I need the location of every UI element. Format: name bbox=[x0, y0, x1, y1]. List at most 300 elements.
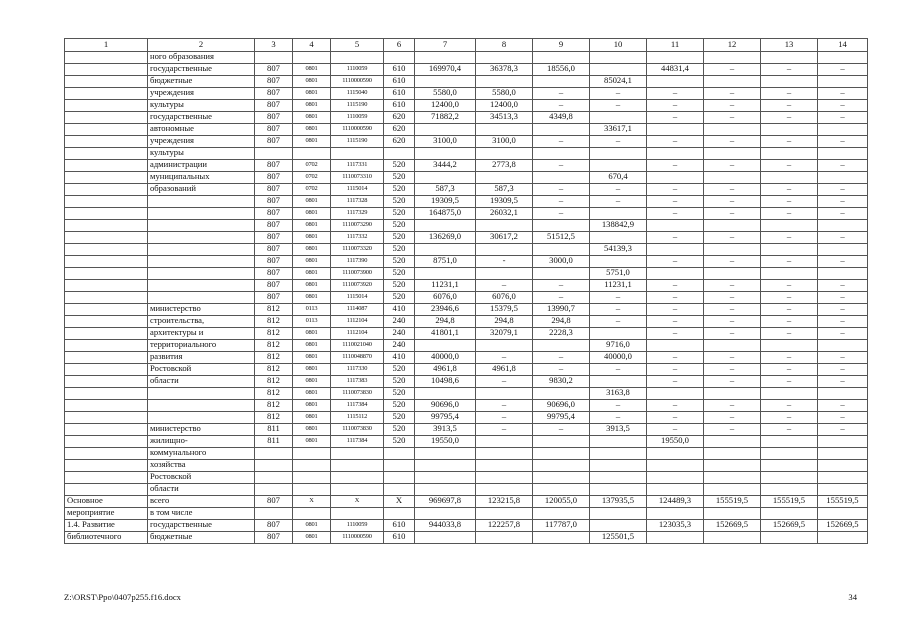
table-cell: 0801 bbox=[293, 280, 331, 292]
table-row bbox=[65, 244, 868, 256]
table-cell: 0702 bbox=[293, 172, 331, 184]
table-cell: – bbox=[704, 412, 761, 424]
table-cell: – bbox=[818, 112, 868, 124]
table-cell bbox=[818, 484, 868, 496]
table-cell: 1117331 bbox=[331, 160, 384, 172]
table-cell: – bbox=[590, 304, 647, 316]
table-cell bbox=[476, 484, 533, 496]
table-cell bbox=[255, 484, 293, 496]
table-cell bbox=[533, 148, 590, 160]
table-cell: 812 bbox=[255, 376, 293, 388]
table-cell bbox=[761, 508, 818, 520]
table-cell bbox=[384, 508, 415, 520]
table-cell: – bbox=[647, 160, 704, 172]
table-cell: – bbox=[704, 136, 761, 148]
table-cell bbox=[590, 376, 647, 388]
table-cell bbox=[647, 76, 704, 88]
column-header: 2 bbox=[148, 39, 255, 52]
table-cell: – bbox=[761, 316, 818, 328]
table-cell: 1115040 bbox=[331, 88, 384, 100]
table-cell: 6076,0 bbox=[476, 292, 533, 304]
table-cell: библиотечного bbox=[65, 532, 148, 544]
table-cell: – bbox=[818, 412, 868, 424]
table-cell: строительства, bbox=[148, 316, 255, 328]
table-cell: 0801 bbox=[293, 244, 331, 256]
table-cell bbox=[415, 52, 476, 64]
table-cell bbox=[818, 244, 868, 256]
table-cell: 520 bbox=[384, 160, 415, 172]
table-cell: – bbox=[590, 196, 647, 208]
table-row bbox=[65, 196, 868, 208]
table-cell: 10498,6 bbox=[415, 376, 476, 388]
table-cell: 0801 bbox=[293, 124, 331, 136]
table-cell: – bbox=[818, 292, 868, 304]
table-cell bbox=[533, 508, 590, 520]
table-cell: 3000,0 bbox=[533, 256, 590, 268]
table-cell bbox=[415, 460, 476, 472]
table-cell: 1115112 bbox=[331, 412, 384, 424]
table-cell bbox=[65, 172, 148, 184]
table-cell bbox=[761, 484, 818, 496]
table-cell bbox=[647, 124, 704, 136]
table-row bbox=[65, 316, 868, 328]
table-cell bbox=[818, 460, 868, 472]
table-cell bbox=[331, 460, 384, 472]
table-cell bbox=[65, 208, 148, 220]
table-cell: всего bbox=[148, 496, 255, 508]
table-cell: 807 bbox=[255, 208, 293, 220]
table-cell: 0801 bbox=[293, 76, 331, 88]
table-cell: 812 bbox=[255, 352, 293, 364]
table-cell: – bbox=[647, 280, 704, 292]
table-cell: 11231,1 bbox=[590, 280, 647, 292]
table-row bbox=[65, 304, 868, 316]
table-cell: 0801 bbox=[293, 112, 331, 124]
table-cell: 0113 bbox=[293, 304, 331, 316]
table-cell bbox=[704, 532, 761, 544]
table-cell: – bbox=[704, 292, 761, 304]
table-row bbox=[65, 472, 868, 484]
table-cell bbox=[533, 268, 590, 280]
table-cell: 812 bbox=[255, 316, 293, 328]
table-cell: 520 bbox=[384, 436, 415, 448]
table-cell: – bbox=[704, 328, 761, 340]
table-cell: 807 bbox=[255, 100, 293, 112]
table-cell bbox=[65, 88, 148, 100]
table-cell: 155519,5 bbox=[704, 496, 761, 508]
table-cell: Х bbox=[331, 496, 384, 508]
table-cell: 620 bbox=[384, 124, 415, 136]
table-cell bbox=[415, 340, 476, 352]
table-cell: – bbox=[590, 184, 647, 196]
table-cell: 812 bbox=[255, 412, 293, 424]
table-row bbox=[65, 124, 868, 136]
table-cell: бюджетные bbox=[148, 76, 255, 88]
table-row bbox=[65, 448, 868, 460]
table-row bbox=[65, 520, 868, 532]
table-cell bbox=[704, 436, 761, 448]
table-cell bbox=[476, 448, 533, 460]
table-cell bbox=[818, 220, 868, 232]
table-cell: 812 bbox=[255, 400, 293, 412]
table-cell bbox=[65, 388, 148, 400]
table-cell: 294,8 bbox=[415, 316, 476, 328]
table-cell: – bbox=[818, 256, 868, 268]
table-cell bbox=[65, 400, 148, 412]
table-cell: – bbox=[818, 184, 868, 196]
table-cell: – bbox=[761, 208, 818, 220]
table-cell: – bbox=[533, 184, 590, 196]
table-cell: 19309,5 bbox=[415, 196, 476, 208]
table-row bbox=[65, 532, 868, 544]
table-cell: 520 bbox=[384, 376, 415, 388]
table-cell: архитектуры и bbox=[148, 328, 255, 340]
column-header: 1 bbox=[65, 39, 148, 52]
table-cell bbox=[704, 76, 761, 88]
table-cell: 807 bbox=[255, 124, 293, 136]
table-cell: – bbox=[818, 88, 868, 100]
table-cell bbox=[65, 268, 148, 280]
table-cell: 240 bbox=[384, 340, 415, 352]
table-cell: 125501,5 bbox=[590, 532, 647, 544]
table-cell: – bbox=[647, 112, 704, 124]
table-cell: – bbox=[818, 352, 868, 364]
table-cell: культуры bbox=[148, 100, 255, 112]
table-cell bbox=[65, 376, 148, 388]
table-cell bbox=[590, 52, 647, 64]
table-cell bbox=[148, 388, 255, 400]
table-cell: 155519,5 bbox=[818, 496, 868, 508]
table-cell: – bbox=[818, 424, 868, 436]
table-row bbox=[65, 496, 868, 508]
table-cell: 1117390 bbox=[331, 256, 384, 268]
table-cell bbox=[761, 124, 818, 136]
table-cell: 0801 bbox=[293, 208, 331, 220]
table-cell bbox=[331, 484, 384, 496]
table-cell: 117787,0 bbox=[533, 520, 590, 532]
table-cell bbox=[647, 220, 704, 232]
table-cell bbox=[533, 220, 590, 232]
table-cell bbox=[647, 172, 704, 184]
table-cell bbox=[331, 472, 384, 484]
table-cell: 3163,8 bbox=[590, 388, 647, 400]
table-cell: – bbox=[647, 292, 704, 304]
table-row bbox=[65, 160, 868, 172]
table-cell: 520 bbox=[384, 184, 415, 196]
table-cell bbox=[331, 448, 384, 460]
table-cell bbox=[704, 460, 761, 472]
table-cell bbox=[533, 472, 590, 484]
table-cell: 0801 bbox=[293, 292, 331, 304]
table-cell: – bbox=[704, 352, 761, 364]
table-cell bbox=[476, 148, 533, 160]
table-cell bbox=[761, 472, 818, 484]
table-cell bbox=[65, 304, 148, 316]
table-row bbox=[65, 52, 868, 64]
table-cell: 138842,9 bbox=[590, 220, 647, 232]
table-cell bbox=[65, 148, 148, 160]
table-cell: 944033,8 bbox=[415, 520, 476, 532]
table-row bbox=[65, 484, 868, 496]
table-cell bbox=[476, 340, 533, 352]
table-cell: 807 bbox=[255, 160, 293, 172]
table-row bbox=[65, 376, 868, 388]
table-cell bbox=[148, 244, 255, 256]
column-header: 12 bbox=[704, 39, 761, 52]
table-cell: 120055,0 bbox=[533, 496, 590, 508]
table-cell: 1110073900 bbox=[331, 268, 384, 280]
table-cell: – bbox=[704, 400, 761, 412]
table-row bbox=[65, 208, 868, 220]
table-cell: 1117328 bbox=[331, 196, 384, 208]
table-cell: – bbox=[818, 64, 868, 76]
table-cell: 85024,1 bbox=[590, 76, 647, 88]
table-cell: – bbox=[761, 256, 818, 268]
table-cell: – bbox=[704, 364, 761, 376]
table-cell: 520 bbox=[384, 196, 415, 208]
table-cell: 520 bbox=[384, 244, 415, 256]
table-cell: – bbox=[704, 424, 761, 436]
table-cell: 1110059 bbox=[331, 112, 384, 124]
table-cell: 1115014 bbox=[331, 292, 384, 304]
table-cell: 4961,8 bbox=[476, 364, 533, 376]
table-cell: – bbox=[590, 88, 647, 100]
table-cell bbox=[761, 76, 818, 88]
table-cell bbox=[415, 484, 476, 496]
table-cell: 19550,0 bbox=[415, 436, 476, 448]
table-cell: 807 bbox=[255, 88, 293, 100]
table-cell: Основное bbox=[65, 496, 148, 508]
table-cell: – bbox=[761, 112, 818, 124]
column-header: 14 bbox=[818, 39, 868, 52]
table-cell: 3913,5 bbox=[415, 424, 476, 436]
table-cell: – bbox=[704, 184, 761, 196]
table-row bbox=[65, 292, 868, 304]
table-cell: – bbox=[704, 160, 761, 172]
table-cell: – bbox=[647, 400, 704, 412]
table-cell: 1110000590 bbox=[331, 532, 384, 544]
table-cell: 0702 bbox=[293, 160, 331, 172]
table-cell: 812 bbox=[255, 328, 293, 340]
table-cell bbox=[533, 460, 590, 472]
table-cell: 0801 bbox=[293, 88, 331, 100]
table-cell bbox=[255, 472, 293, 484]
table-cell: – bbox=[704, 88, 761, 100]
table-cell: – bbox=[590, 100, 647, 112]
table-cell: 0702 bbox=[293, 184, 331, 196]
table-cell: 520 bbox=[384, 208, 415, 220]
table-row bbox=[65, 412, 868, 424]
table-cell: – bbox=[647, 376, 704, 388]
table-cell: 1110073320 bbox=[331, 244, 384, 256]
table-cell: – bbox=[761, 328, 818, 340]
table-cell bbox=[761, 340, 818, 352]
table-cell bbox=[293, 508, 331, 520]
table-cell: 520 bbox=[384, 292, 415, 304]
table-cell bbox=[65, 340, 148, 352]
table-cell: 123035,3 bbox=[647, 520, 704, 532]
table-cell: – bbox=[704, 100, 761, 112]
table-cell: 33617,1 bbox=[590, 124, 647, 136]
table-cell: Ростовской bbox=[148, 472, 255, 484]
table-cell: – bbox=[533, 424, 590, 436]
table-cell: 807 bbox=[255, 220, 293, 232]
table-cell: 240 bbox=[384, 328, 415, 340]
table-cell bbox=[255, 448, 293, 460]
table-cell bbox=[647, 268, 704, 280]
table-cell: – bbox=[761, 424, 818, 436]
table-cell bbox=[148, 196, 255, 208]
table-cell: – bbox=[476, 280, 533, 292]
table-cell bbox=[476, 220, 533, 232]
table-cell: – bbox=[533, 352, 590, 364]
table-cell: 3444,2 bbox=[415, 160, 476, 172]
table-cell: – bbox=[476, 412, 533, 424]
table-cell bbox=[255, 52, 293, 64]
table-cell: 610 bbox=[384, 88, 415, 100]
table-cell bbox=[761, 436, 818, 448]
table-cell: 71882,2 bbox=[415, 112, 476, 124]
table-cell bbox=[65, 184, 148, 196]
table-cell: 1117330 bbox=[331, 364, 384, 376]
table-cell bbox=[148, 268, 255, 280]
table-cell: 40000,0 bbox=[590, 352, 647, 364]
table-row bbox=[65, 232, 868, 244]
table-cell: – bbox=[704, 304, 761, 316]
table-cell bbox=[818, 472, 868, 484]
table-cell bbox=[818, 172, 868, 184]
table-row bbox=[65, 424, 868, 436]
table-cell bbox=[533, 124, 590, 136]
table-cell: 807 bbox=[255, 184, 293, 196]
table-cell: – bbox=[818, 196, 868, 208]
table-cell: 137935,5 bbox=[590, 496, 647, 508]
table-cell bbox=[590, 520, 647, 532]
table-cell: – bbox=[704, 112, 761, 124]
table-cell bbox=[647, 52, 704, 64]
table-cell: 1110073830 bbox=[331, 388, 384, 400]
table-cell bbox=[65, 472, 148, 484]
table-cell bbox=[415, 220, 476, 232]
table-cell: – bbox=[761, 160, 818, 172]
table-cell: – bbox=[761, 304, 818, 316]
table-cell bbox=[704, 388, 761, 400]
table-cell: – bbox=[761, 184, 818, 196]
table-cell bbox=[476, 436, 533, 448]
table-cell bbox=[647, 460, 704, 472]
table-cell bbox=[65, 424, 148, 436]
table-cell: 15379,5 bbox=[476, 304, 533, 316]
table-cell: 1110073920 bbox=[331, 280, 384, 292]
table-cell bbox=[818, 268, 868, 280]
table-cell: 40000,0 bbox=[415, 352, 476, 364]
table-cell bbox=[476, 460, 533, 472]
table-cell: 1117384 bbox=[331, 400, 384, 412]
table-header-row bbox=[65, 39, 868, 52]
table-cell bbox=[65, 328, 148, 340]
table-cell: 5580,0 bbox=[415, 88, 476, 100]
column-header: 13 bbox=[761, 39, 818, 52]
table-cell: 1115190 bbox=[331, 136, 384, 148]
table-cell: – bbox=[818, 364, 868, 376]
table-cell: – bbox=[761, 64, 818, 76]
table-cell bbox=[415, 124, 476, 136]
table-cell bbox=[415, 172, 476, 184]
table-cell bbox=[533, 436, 590, 448]
table-cell: 610 bbox=[384, 64, 415, 76]
table-cell bbox=[533, 484, 590, 496]
table-cell: – bbox=[647, 352, 704, 364]
table-cell: 1.4. Развитие bbox=[65, 520, 148, 532]
table-cell: – bbox=[761, 232, 818, 244]
table-cell bbox=[65, 52, 148, 64]
table-cell bbox=[331, 52, 384, 64]
page-number: 34 bbox=[848, 592, 857, 602]
table-cell bbox=[65, 220, 148, 232]
table-cell bbox=[415, 448, 476, 460]
table-cell: 812 bbox=[255, 364, 293, 376]
table-cell: – bbox=[533, 136, 590, 148]
table-cell bbox=[590, 160, 647, 172]
table-cell: 969697,8 bbox=[415, 496, 476, 508]
table-cell bbox=[293, 484, 331, 496]
table-cell: 587,3 bbox=[476, 184, 533, 196]
table-cell bbox=[818, 532, 868, 544]
table-cell: – bbox=[761, 412, 818, 424]
table-cell bbox=[761, 148, 818, 160]
table-row bbox=[65, 148, 868, 160]
table-cell bbox=[384, 148, 415, 160]
table-cell bbox=[148, 400, 255, 412]
table-cell: 0801 bbox=[293, 532, 331, 544]
table-cell: государственные bbox=[148, 520, 255, 532]
table-cell: 520 bbox=[384, 400, 415, 412]
table-cell bbox=[415, 508, 476, 520]
table-cell: 1110073310 bbox=[331, 172, 384, 184]
table-cell: - bbox=[476, 256, 533, 268]
table-cell: – bbox=[647, 364, 704, 376]
table-row bbox=[65, 280, 868, 292]
table-cell bbox=[476, 52, 533, 64]
column-header: 10 bbox=[590, 39, 647, 52]
table-cell bbox=[384, 460, 415, 472]
table-cell bbox=[415, 532, 476, 544]
table-cell: 124489,3 bbox=[647, 496, 704, 508]
table-cell bbox=[65, 448, 148, 460]
table-cell bbox=[590, 232, 647, 244]
table-cell: – bbox=[704, 256, 761, 268]
table-cell bbox=[704, 472, 761, 484]
table-cell: – bbox=[818, 160, 868, 172]
table-cell: 0801 bbox=[293, 136, 331, 148]
table-cell: 520 bbox=[384, 268, 415, 280]
table-cell bbox=[148, 208, 255, 220]
table-cell: – bbox=[647, 208, 704, 220]
document-path: Z:\ORST\Ppo\0407p255.f16.docx bbox=[64, 592, 181, 602]
table-row bbox=[65, 340, 868, 352]
table-row bbox=[65, 64, 868, 76]
table-cell: территориального bbox=[148, 340, 255, 352]
table-cell: – bbox=[647, 88, 704, 100]
table-cell: учреждения bbox=[148, 136, 255, 148]
table-cell: 520 bbox=[384, 172, 415, 184]
table-cell bbox=[533, 76, 590, 88]
table-cell bbox=[65, 196, 148, 208]
table-cell: – bbox=[704, 64, 761, 76]
table-cell: 807 bbox=[255, 196, 293, 208]
table-cell bbox=[761, 220, 818, 232]
table-cell bbox=[818, 340, 868, 352]
